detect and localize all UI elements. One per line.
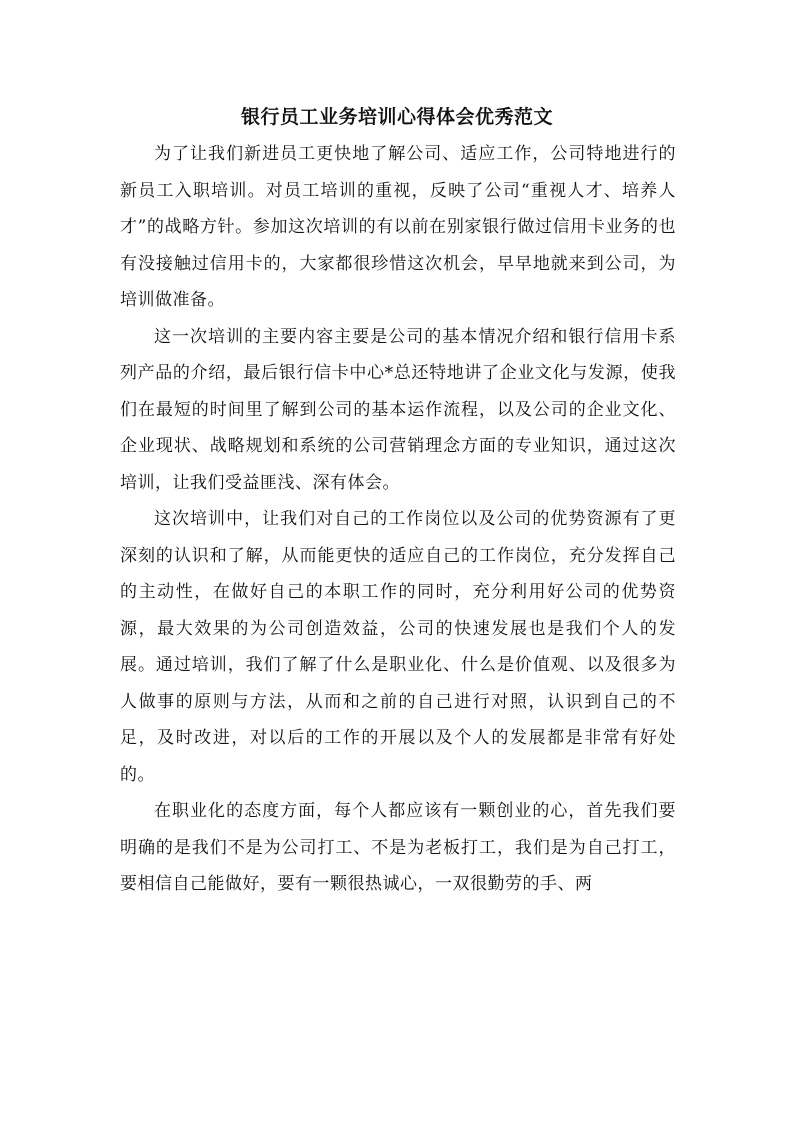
document-title: 银行员工业务培训心得体会优秀范文 <box>240 106 553 128</box>
paragraph-1: 为了让我们新进员工更快地了解公司、适应工作，公司特地进行的新员工入职培训。对员工培训的重视，反映了公司“重视人才、培养人才”的战略方针。参加这次培训的有以前在别家银行做过信用卡业务的也有没接触过信用卡的，大家都很珍惜这次机会，早早地就来到公司，为培训做准备。 <box>120 144 676 310</box>
document-body <box>120 136 676 903</box>
paragraph-3: 这次培训中，让我们对自己的工作岗位以及公司的优势资源有了更深刻的认识和了解，从而能更快的适应自己的工作岗位，充分发挥自己的主动性，在做好自己的本职工作的同时，充分利用好公司的优势资源，最大效果的为公司创造效益，公司的快速发展也是我们个人的发展。通过培训，我们了解了什么是职业化、什么是价值观、以及很多为人做事的原则与方法，从而和之前的自己进行对照，认识到自己的不足，及时改进，对以后的工作的开展以及个人的发展都是非常有好处的。 <box>120 509 676 785</box>
paragraph-2: 这一次培训的主要内容主要是公司的基本情况介绍和银行信用卡系列产品的介绍，最后银行信卡中心*总还特地讲了企业文化与发源，使我们在最短的时间里了解到公司的基本运作流程，以及公司的企业文化、企业现状、战略规划和系统的公司营销理念方面的专业知识，通过这次培训，让我们受益匪浅、深有体会。 <box>120 326 676 493</box>
paragraph-4: 在职业化的态度方面，每个人都应该有一颗创业的心，首先我们要明确的是我们不是为公司打工、不是为老板打工，我们是为自己打工，要相信自己能做好，要有一颗很热诚心，一双很勤劳的手、两 <box>120 801 676 894</box>
